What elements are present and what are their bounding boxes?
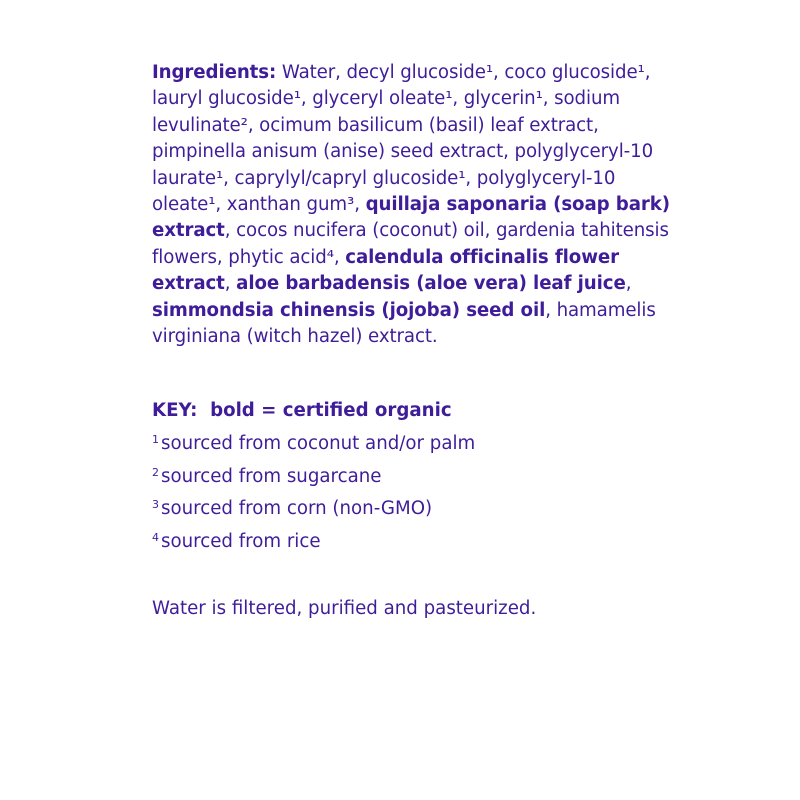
key-item	[152, 491, 672, 524]
ingredients-segment-organic: simmondsia chinensis (jojoba) seed oil	[152, 299, 546, 321]
ingredients-segment: ,	[625, 273, 632, 295]
ingredients-segment-organic: aloe barbadensis (aloe vera) leaf juice	[236, 273, 626, 295]
footnote-text: sourced from corn (non-GMO)	[161, 498, 433, 519]
footnote-marker: 2	[152, 465, 159, 479]
water-note: Water is filtered, purified and pasteurized.	[152, 598, 537, 619]
key-legend	[152, 398, 672, 556]
ingredients-segment: , cocos nucifera (coconut) oil, gardenia tahitensis flowers, phytic acid⁴,	[152, 220, 669, 268]
footnote-text: sourced from coconut and/or palm	[161, 433, 476, 454]
key-item	[152, 426, 672, 459]
key-title	[152, 398, 672, 424]
ingredients-list	[152, 60, 672, 350]
ingredients-segment: Water, decyl glucoside¹, coco glucoside¹, lauryl glucoside¹, glyceryl oleate¹, glycerin¹, sodium levulinate², ocimum basilicum (basil) leaf extract, pimpinella anisum (anise) seed extract, polyglyceryl-10 laurate¹, caprylyl/capryl glucoside¹, polyglyceryl-10 oleate¹, xanthan gum³,	[152, 62, 654, 216]
ingredients-segment: ,	[224, 273, 237, 295]
key-label: KEY:	[152, 400, 198, 421]
key-bold-note: bold = certified organic	[210, 400, 452, 421]
key-item	[152, 459, 672, 492]
footnote-marker: 4	[152, 530, 159, 544]
footnote-marker: 3	[152, 498, 159, 511]
footnote-text: sourced from rice	[161, 530, 321, 552]
ingredients-heading: Ingredients:	[152, 62, 277, 83]
ingredients-segment: , hamamelis virginiana (witch hazel) extract.	[152, 299, 656, 348]
ingredients-segment-organic: calendula officinalis flower extract	[152, 246, 620, 295]
footnote-marker: 1	[152, 433, 159, 446]
key-item	[152, 524, 672, 557]
footnote-text: sourced from sugarcane	[161, 465, 382, 487]
ingredients-segment-organic: quillaja saponaria (soap bark) extract	[152, 194, 670, 242]
